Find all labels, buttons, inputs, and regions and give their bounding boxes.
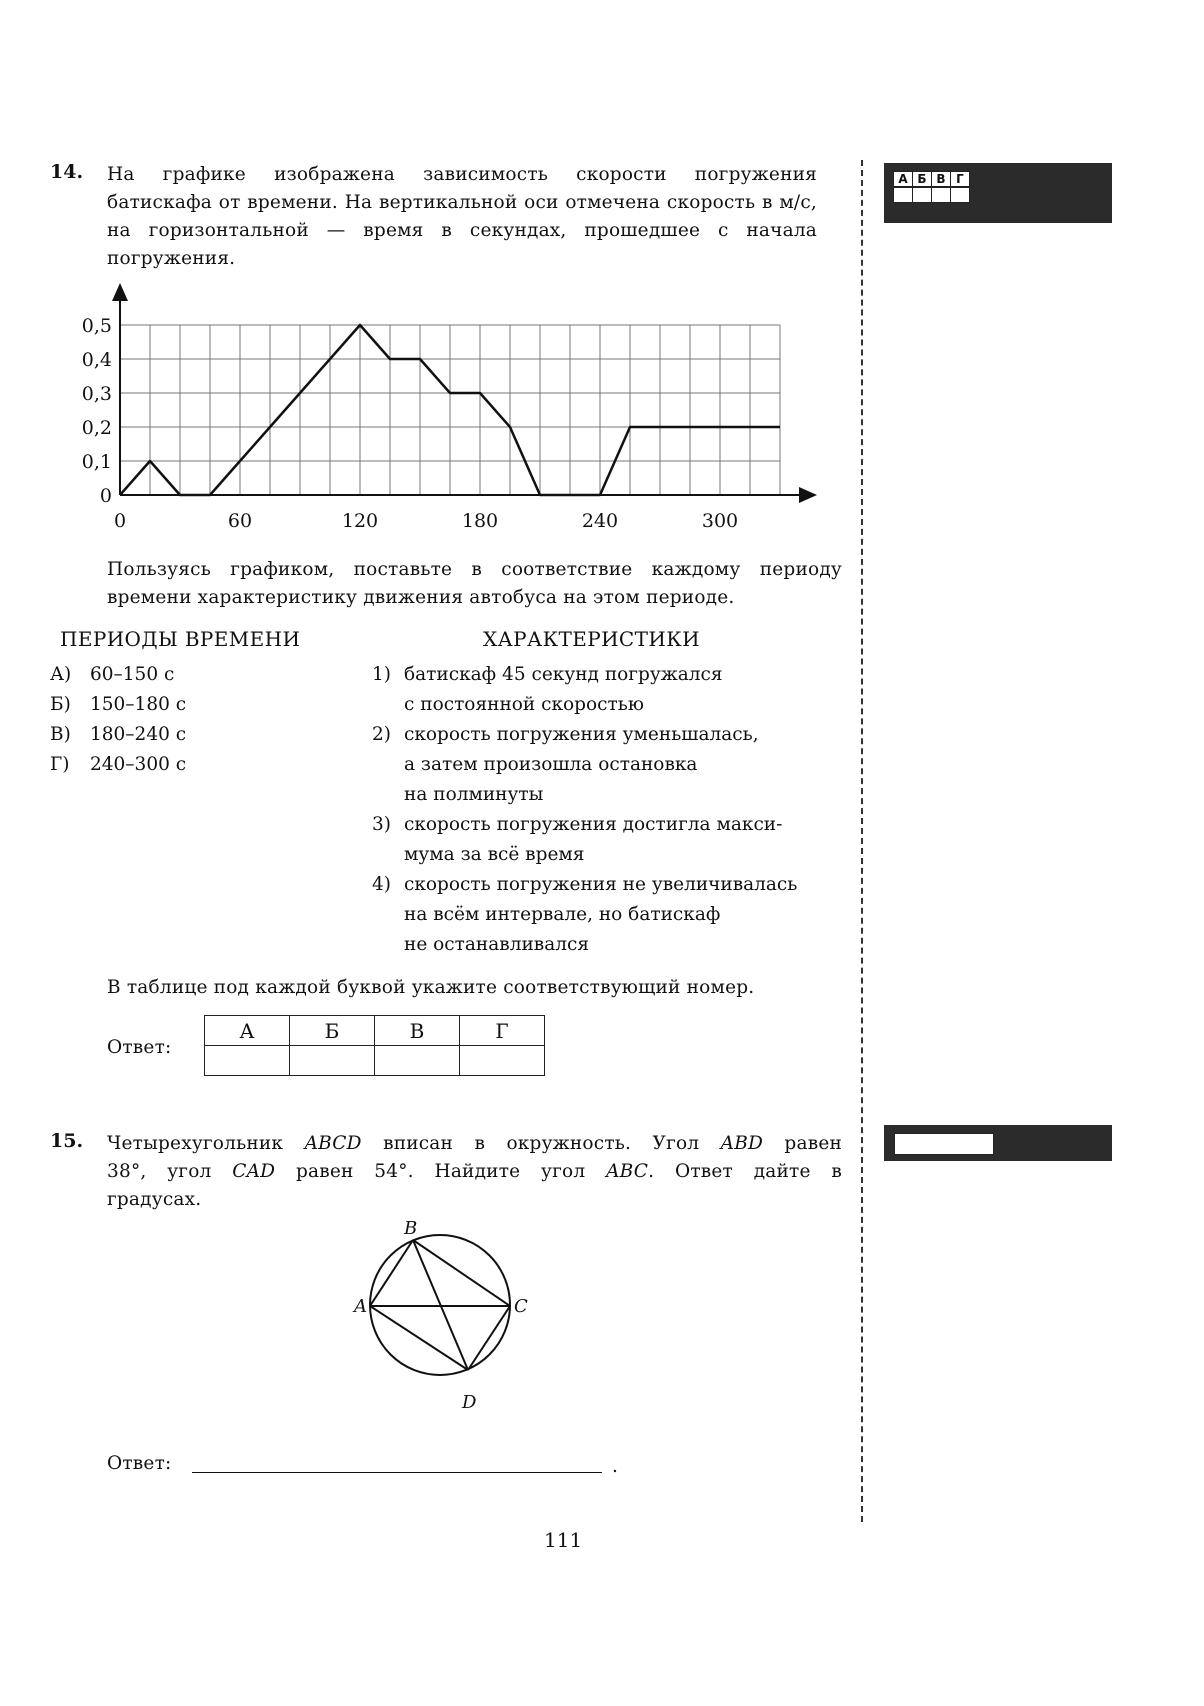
y-tick-label: 0,5 [81, 315, 112, 337]
y-tick-label: 0,3 [81, 383, 112, 405]
characteristic-line: с постоянной скоростью [404, 694, 644, 715]
characteristic-4 [372, 870, 797, 900]
x-tick-label: 180 [461, 510, 499, 532]
answer-header-a: А [205, 1016, 290, 1046]
task-15-answer-line[interactable] [192, 1472, 602, 1473]
text-span: равен 54°. Найдите угол [275, 1161, 607, 1182]
grid-letter: В [931, 171, 951, 187]
inscribed-quadrilateral-figure [340, 1220, 570, 1420]
text-span: . Ответ дайте в [648, 1161, 843, 1182]
y-tick-label: 0,2 [81, 417, 112, 439]
task-15-answer-dot: . [612, 1456, 619, 1477]
answer-table-input-row [205, 1046, 545, 1076]
answer-header-b: Б [290, 1016, 375, 1046]
period-item-b [50, 690, 186, 720]
point-b-label: B [404, 1220, 418, 1239]
period-item-g [50, 750, 186, 780]
task-14-answer-grid [884, 163, 1112, 223]
task-15-number: 15. [50, 1130, 84, 1152]
quadrilateral-lines [370, 1240, 510, 1370]
grid-letter: Б [912, 171, 932, 187]
characteristic-line: мума за всё время [404, 844, 585, 865]
period-item-v [50, 720, 186, 750]
characteristic-line: на всём интервале, но батискаф [404, 904, 721, 925]
task-15-answer-label: Ответ: [107, 1453, 172, 1474]
chart-grid [120, 325, 780, 495]
y-tick-label: 0,4 [81, 349, 112, 371]
x-tick-label: 240 [581, 510, 619, 532]
task-14-number: 14. [50, 161, 84, 183]
y-tick-label: 0,1 [81, 451, 112, 473]
angle-name: ABD [720, 1133, 764, 1154]
point-c-label: C [514, 1296, 528, 1317]
point-a-label: A [354, 1296, 367, 1317]
characteristic-num: 4) [372, 874, 391, 895]
answer-grid-blanks [894, 187, 970, 203]
speed-time-chart [60, 280, 820, 540]
side-da [370, 1306, 468, 1370]
text-span: 38°, угол [107, 1161, 233, 1182]
period-text: 60–150 с [90, 664, 175, 685]
margin-cut-line [861, 160, 863, 1522]
answer-cell-v[interactable] [375, 1046, 460, 1076]
angle-name: CAD [232, 1161, 276, 1182]
period-label: А) [50, 664, 72, 685]
grid-letter: Г [950, 171, 970, 187]
characteristics-heading: ХАРАКТЕРИСТИКИ [483, 627, 700, 651]
periods-list [50, 660, 186, 780]
period-item-a [50, 660, 186, 690]
task-14-answer-table [204, 1015, 545, 1076]
period-label: В) [50, 724, 71, 745]
characteristic-line: на полминуты [404, 784, 544, 805]
answer-cell-a[interactable] [205, 1046, 290, 1076]
text-span: равен [763, 1133, 842, 1154]
characteristics-list [372, 660, 797, 960]
task-15-text [107, 1130, 842, 1214]
task-14-intro: На графике изображена зависимость скорости погружения батискафа от времени. На вертикальной оси отмечена скорость в м/с, на горизонтальной — время в секундах, прошедшее с начала погружения. [107, 164, 817, 269]
answer-header-g: Г [460, 1016, 545, 1046]
x-tick-label: 300 [701, 510, 739, 532]
answer-table-header-row [205, 1016, 545, 1046]
grid-blank-cell[interactable] [950, 187, 970, 203]
characteristic-1 [372, 660, 797, 690]
table-instruction: В таблице под каждой буквой укажите соответствующий номер. [107, 977, 755, 998]
x-tick-label: 60 [227, 510, 253, 532]
y-tick-label: 0 [99, 485, 112, 507]
characteristic-line: скорость погружения уменьшалась, [404, 724, 759, 745]
page-number: 111 [544, 1528, 583, 1552]
task-15-line-2 [107, 1158, 842, 1186]
period-label: Б) [50, 694, 71, 715]
answer-cell-b[interactable] [290, 1046, 375, 1076]
characteristic-line: не останавливался [404, 934, 590, 955]
x-tick-label: 0 [113, 510, 127, 532]
period-label: Г) [50, 754, 70, 775]
characteristic-num: 2) [372, 724, 391, 745]
period-text: 180–240 с [90, 724, 187, 745]
point-d-label: D [462, 1392, 477, 1413]
grid-blank-cell[interactable] [893, 187, 913, 203]
grid-blank-cell[interactable] [931, 187, 951, 203]
text-span: Четырехугольник [107, 1133, 305, 1154]
periods-heading: ПЕРИОДЫ ВРЕМЕНИ [60, 627, 301, 651]
answer-header-v: В [375, 1016, 460, 1046]
answer-box-field[interactable] [894, 1133, 994, 1155]
grid-blank-cell[interactable] [912, 187, 932, 203]
side-ab [370, 1240, 413, 1306]
period-text: 240–300 с [90, 754, 187, 775]
characteristic-num: 3) [372, 814, 391, 835]
task-15-line-1 [107, 1130, 842, 1158]
text-span: вписан в окружность. Угол [361, 1133, 721, 1154]
characteristic-num: 1) [372, 664, 391, 685]
characteristic-2 [372, 720, 797, 750]
task-15-answer-box [884, 1125, 1112, 1161]
angle-name: ABC [606, 1161, 649, 1182]
task-15-line-3: градусах. [107, 1189, 202, 1210]
period-text: 150–180 с [90, 694, 187, 715]
characteristic-line: скорость погружения не увеличивалась [404, 874, 798, 895]
task-14-instruction: Пользуясь графиком, поставьте в соответствие каждому периоду времени характеристику движения автобуса на этом периоде. [107, 559, 842, 608]
x-tick-label: 120 [341, 510, 379, 532]
characteristic-line: батискаф 45 секунд погружался [404, 664, 723, 685]
characteristic-line: а затем произошла остановка [404, 754, 698, 775]
answer-grid-letters [894, 171, 970, 187]
characteristic-3 [372, 810, 797, 840]
answer-cell-g[interactable] [460, 1046, 545, 1076]
characteristic-line: скорость погружения достигла макси- [404, 814, 783, 835]
grid-letter: А [893, 171, 913, 187]
side-cd [468, 1306, 510, 1370]
task-14-answer-label: Ответ: [107, 1037, 172, 1058]
quad-name: ABCD [304, 1133, 362, 1154]
